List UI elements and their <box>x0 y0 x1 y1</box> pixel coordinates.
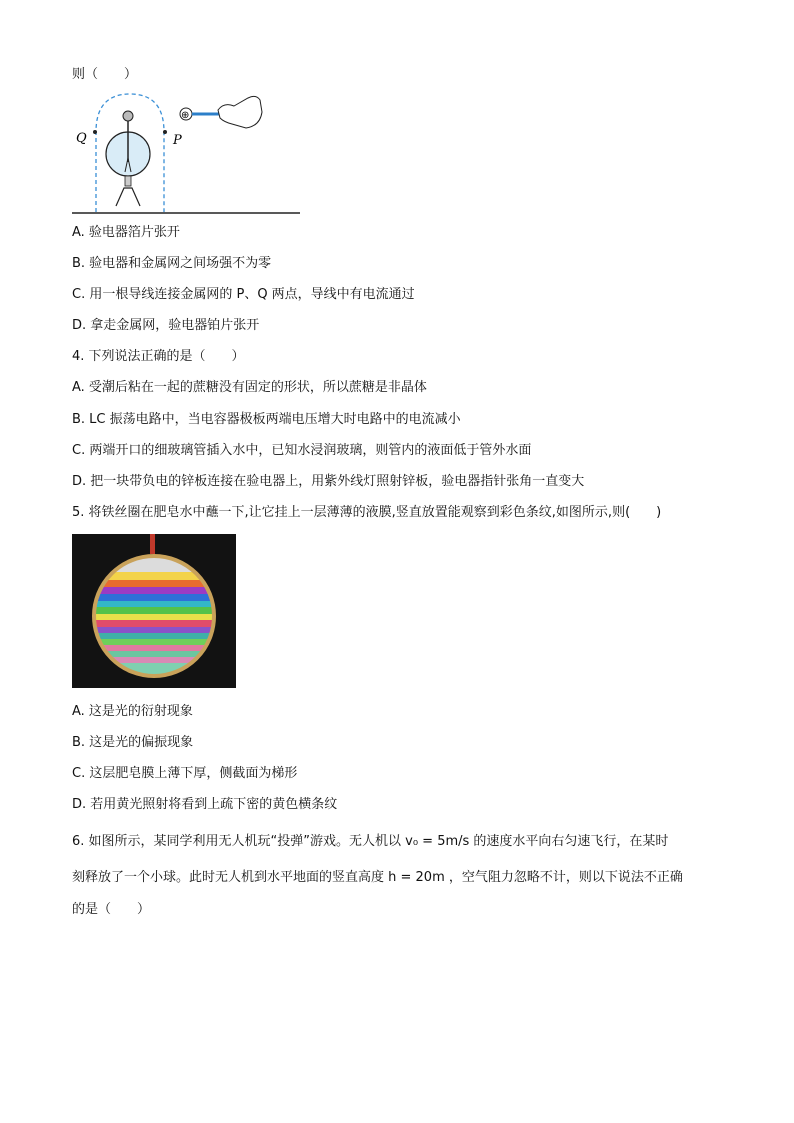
hand-icon <box>218 96 262 128</box>
q5-option-d: D. 若用黄光照射将看到上疏下密的黄色横条纹 <box>72 797 338 812</box>
q4-option-a: A. 受潮后粘在一起的蔗糖没有固定的形状，所以蔗糖是非晶体 <box>72 380 427 395</box>
q4-option-b: B. LC 振荡电路中，当电容器极板两端电压增大时电路中的电流减小 <box>72 412 461 427</box>
q6-line-1: 6. 如图所示，某同学利用无人机玩“投弹”游戏。无人机以 v₀ = 5m/s 的速度水平向右匀速飞行，在某时 <box>72 834 669 849</box>
q3-option-b: B. 验电器和金属网之间场强不为零 <box>72 256 272 271</box>
soap-film-photo <box>72 534 236 688</box>
q5-option-c: C. 这层肥皂膜上薄下厚，侧截面为梯形 <box>72 766 298 781</box>
q3-stem-tail: 则（ ） <box>72 67 138 82</box>
q3-option-d: D. 拿走金属网，验电器铂片张开 <box>72 318 260 333</box>
label-p: P <box>173 133 182 148</box>
q6-line-2: 刻释放了一个小球。此时无人机到水平地面的竖直高度 h = 20m ，空气阻力忽略不计，则以下说法不正确 <box>72 870 683 885</box>
q3-option-c: C. 用一根导线连接金属网的 P、Q 两点，导线中有电流通过 <box>72 287 415 302</box>
q5-stem: 5. 将铁丝圈在肥皂水中蘸一下,让它挂上一层薄薄的液膜,竖直放置能观察到彩色条纹,如图所示,则( ) <box>72 505 662 520</box>
q6-line-3: 的是（ ） <box>72 902 151 917</box>
q5-option-b: B. 这是光的偏振现象 <box>72 735 194 750</box>
electroscope-figure <box>72 92 302 216</box>
label-q: Q <box>76 131 87 146</box>
q4-stem: 4. 下列说法正确的是（ ） <box>72 349 245 364</box>
q4-option-d: D. 把一块带负电的锌板连接在验电器上，用紫外线灯照射锌板，验电器指针张角一直变大 <box>72 474 585 489</box>
q3-option-a: A. 验电器箔片张开 <box>72 225 180 240</box>
charged-ball-symbol: ⊕ <box>181 110 190 121</box>
q5-option-a: A. 这是光的衍射现象 <box>72 704 193 719</box>
q4-option-c: C. 两端开口的细玻璃管插入水中，已知水浸润玻璃，则管内的液面低于管外水面 <box>72 443 532 458</box>
